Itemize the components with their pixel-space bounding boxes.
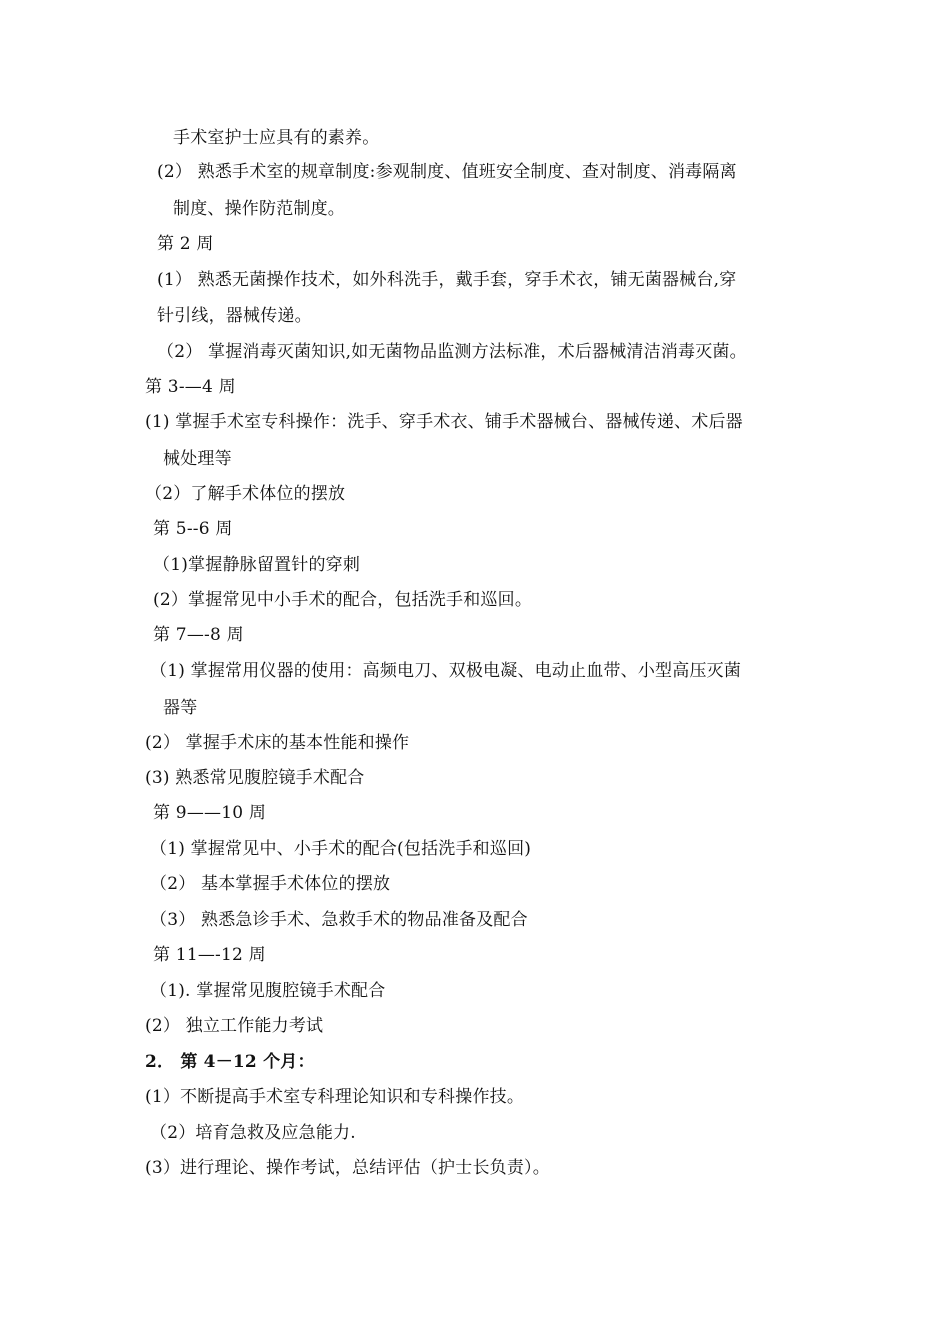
week-heading: 第 2 周 — [157, 234, 214, 254]
text-line: （1) 掌握常见中、小手术的配合(包括洗手和巡回) — [150, 839, 532, 859]
text-line: （2）了解手术体位的摆放 — [145, 484, 346, 504]
text-line: (2） 掌握手术床的基本性能和操作 — [145, 733, 410, 753]
text-line: (2） 熟悉手术室的规章制度:参观制度、值班安全制度、查对制度、消毒隔离 — [157, 162, 737, 182]
text-line: 针引线，器械传递。 — [157, 306, 312, 326]
text-line: 制度、操作防范制度。 — [173, 199, 345, 219]
text-line: 器等 — [163, 698, 198, 718]
text-line: (3) 熟悉常见腹腔镜手术配合 — [145, 768, 365, 788]
week-heading: 第 11—-12 周 — [153, 945, 266, 965]
week-heading: 第 3-—4 周 — [145, 377, 236, 397]
text-line: (2） 独立工作能力考试 — [145, 1016, 324, 1036]
text-line: （2）培育急救及应急能力. — [150, 1123, 356, 1143]
text-line: (3）进行理论、操作考试，总结评估（护士长负责）。 — [145, 1158, 550, 1178]
text-line: （3） 熟悉急诊手术、急救手术的物品准备及配合 — [150, 910, 528, 930]
text-line: （1). 掌握常见腹腔镜手术配合 — [150, 981, 386, 1001]
text-line: （1)掌握静脉留置针的穿刺 — [153, 555, 361, 575]
week-heading: 第 5--6 周 — [153, 519, 233, 539]
text-line: (1） 熟悉无菌操作技术，如外科洗手，戴手套，穿手术衣，铺无菌器械台,穿 — [157, 270, 737, 290]
text-line: 手术室护士应具有的素养。 — [173, 128, 380, 148]
section-heading: 2． 第 4－12 个月： — [145, 1052, 315, 1072]
text-line: (1) 掌握手术室专科操作：洗手、穿手术衣、铺手术器械台、器械传递、术后器 — [145, 412, 743, 432]
text-line: 械处理等 — [163, 449, 232, 469]
text-line: (2）掌握常见中小手术的配合，包括洗手和巡回。 — [153, 590, 533, 610]
text-line: (1）不断提高手术室专科理论知识和专科操作技。 — [145, 1087, 525, 1107]
text-line: （2） 基本掌握手术体位的摆放 — [150, 874, 391, 894]
text-line: （2） 掌握消毒灭菌知识,如无菌物品监测方法标准，术后器械清洁消毒灭菌。 — [157, 342, 747, 362]
week-heading: 第 7—-8 周 — [153, 625, 244, 645]
text-line: （1) 掌握常用仪器的使用：高频电刀、双极电凝、电动止血带、小型高压灭菌 — [150, 661, 742, 681]
week-heading: 第 9——10 周 — [153, 803, 267, 823]
